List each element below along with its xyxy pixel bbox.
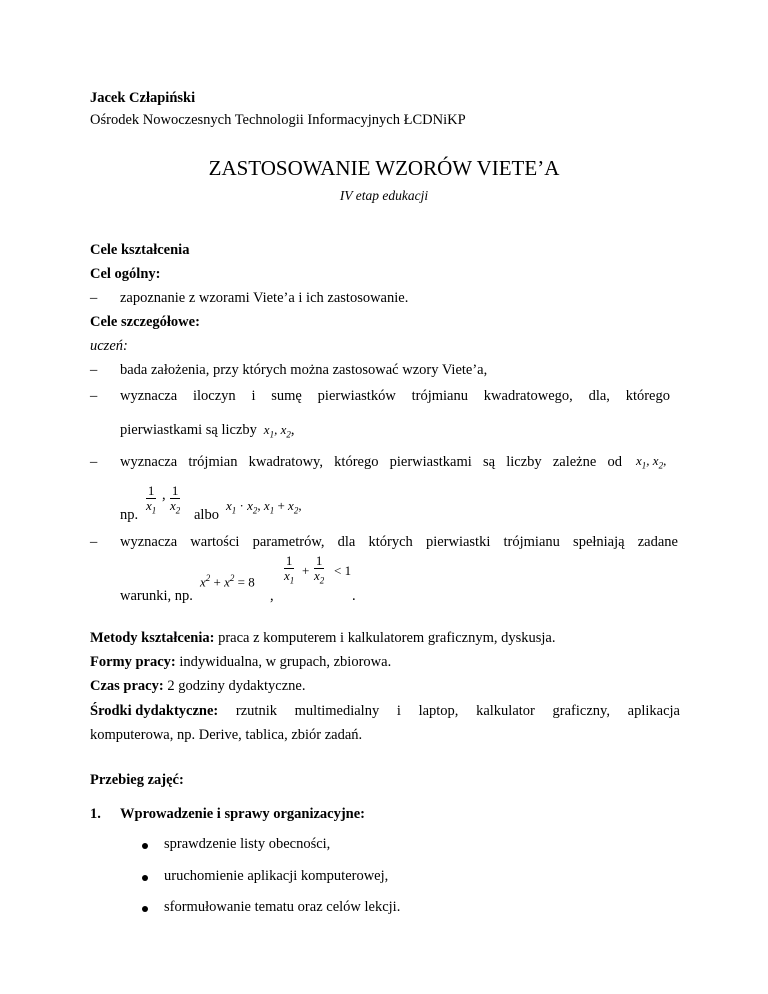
word: dla, [588, 388, 610, 404]
word: parametrów, [252, 534, 325, 550]
math-product-sum: $x_1 \cdot x_2$, $x_1 + x_2$, [226, 498, 302, 516]
comma: , [162, 487, 166, 503]
bullet-icon [142, 843, 148, 849]
text: pierwiastkami są liczby [120, 422, 257, 438]
word: trójmian [188, 454, 238, 470]
math-roots: $x_1$, $x_2$ [263, 422, 291, 440]
plus-sign: + [302, 563, 310, 578]
list-dash: – [90, 388, 98, 404]
word: trójmianu [411, 388, 468, 404]
word: wyznacza [120, 388, 178, 404]
specific-goal-3-line1 [120, 454, 622, 471]
list-item: sformułowanie tematu oraz celów lekcji. [164, 899, 401, 915]
specific-goal-2-line2: pierwiastkami są liczby $x_1$, $x_2$, [120, 422, 295, 440]
word: kwadratowego, [483, 388, 573, 404]
word: pierwiastkami [389, 454, 472, 470]
specific-goal-4-line1 [120, 534, 678, 551]
word: i [396, 703, 401, 719]
list-dash: – [90, 362, 98, 378]
word: i [251, 388, 256, 404]
bullet-icon [142, 906, 148, 912]
word: wyznacza [120, 454, 178, 470]
word: graficzny, [552, 703, 610, 719]
course-heading: Przebieg zajęć: [90, 772, 184, 788]
math-sum-squares: $x^2 + x^2 = 8$ [200, 573, 255, 590]
word: dla [337, 534, 356, 550]
word: którego [625, 388, 670, 404]
math-roots: $x_1$, $x_2$, [636, 453, 667, 471]
word: aplikacja [627, 703, 680, 719]
less-than-one: < 1 [334, 563, 352, 578]
word: multimedialny [294, 703, 380, 719]
general-goal-item: zapoznanie z wzorami Viete’a i ich zastosowanie. [120, 290, 409, 306]
fraction-1-x1: $\frac{1}{x_1}$ [146, 483, 157, 516]
list-dash: – [90, 290, 98, 306]
list-dash: – [90, 454, 98, 470]
word: sumę [271, 388, 302, 404]
fraction-1-x2: $\frac{1}{x_2}$ [314, 553, 325, 586]
word: pierwiastków [317, 388, 396, 404]
word: liczby [506, 454, 542, 470]
specific-goal-4-line2: warunki, np. [120, 588, 193, 604]
means-line2: komputerowa, np. Derive, tablica, zbiór zadań. [90, 727, 363, 743]
page-subtitle: IV etap edukacji [339, 188, 429, 203]
student-label: uczeń: [90, 338, 128, 354]
fraction-1-x1: $\frac{1}{x_1}$ [284, 553, 295, 586]
page-title: ZASTOSOWANIE WZORÓW VIETE’A [208, 156, 560, 180]
albo-label: albo [194, 507, 219, 523]
word: od [607, 454, 622, 470]
word: kwadratowy, [248, 454, 323, 470]
word: wartości [190, 534, 240, 550]
goals-heading: Cele kształcenia [90, 242, 190, 258]
specific-goal-1: bada założenia, przy których można zastosować wzory Viete’a, [120, 362, 488, 378]
section-title: Wprowadzenie i sprawy organizacyjne: [120, 806, 365, 822]
forms-line: Formy pracy: indywidualna, w grupach, zbiorowa. [90, 654, 392, 670]
word: kalkulator [476, 703, 535, 719]
means-line1 [90, 703, 680, 720]
word: zależne [552, 454, 597, 470]
specific-goal-2-line1 [120, 388, 670, 405]
fraction-1-x2: $\frac{1}{x_2}$ [170, 483, 181, 516]
time-line: Czas pracy: 2 godziny dydaktyczne. [90, 678, 306, 694]
bullet-icon [142, 875, 148, 881]
word: wyznacza [120, 534, 178, 550]
methods-line: Metody kształcenia: praca z komputerem i kalkulatorem graficznym, dyskusja. [90, 630, 556, 646]
list-item: sprawdzenie listy obecności, [164, 836, 331, 852]
period: . [352, 588, 356, 604]
word: pierwiastki [425, 534, 491, 550]
word: którego [334, 454, 379, 470]
author-name: Jacek Człapiński [90, 90, 196, 106]
word: spełniają [573, 534, 625, 550]
word: zadane [637, 534, 678, 550]
word: trójmianu [503, 534, 560, 550]
word: są [482, 454, 496, 470]
word: rzutnik [235, 703, 277, 719]
word: których [368, 534, 413, 550]
list-item: uruchomienie aplikacji komputerowej, [164, 868, 389, 884]
list-dash: – [90, 534, 98, 550]
comma: , [270, 588, 274, 604]
author-institution: Ośrodek Nowoczesnych Technologii Informacyjnych ŁCDNiKP [90, 112, 466, 128]
means-label: Środki dydaktyczne: [90, 703, 219, 719]
general-goal-heading: Cel ogólny: [90, 266, 161, 282]
np-label: np. [120, 507, 139, 523]
section-number: 1. [90, 806, 101, 822]
word: iloczyn [192, 388, 236, 404]
word: laptop, [418, 703, 459, 719]
specific-goals-heading: Cele szczegółowe: [90, 314, 200, 330]
